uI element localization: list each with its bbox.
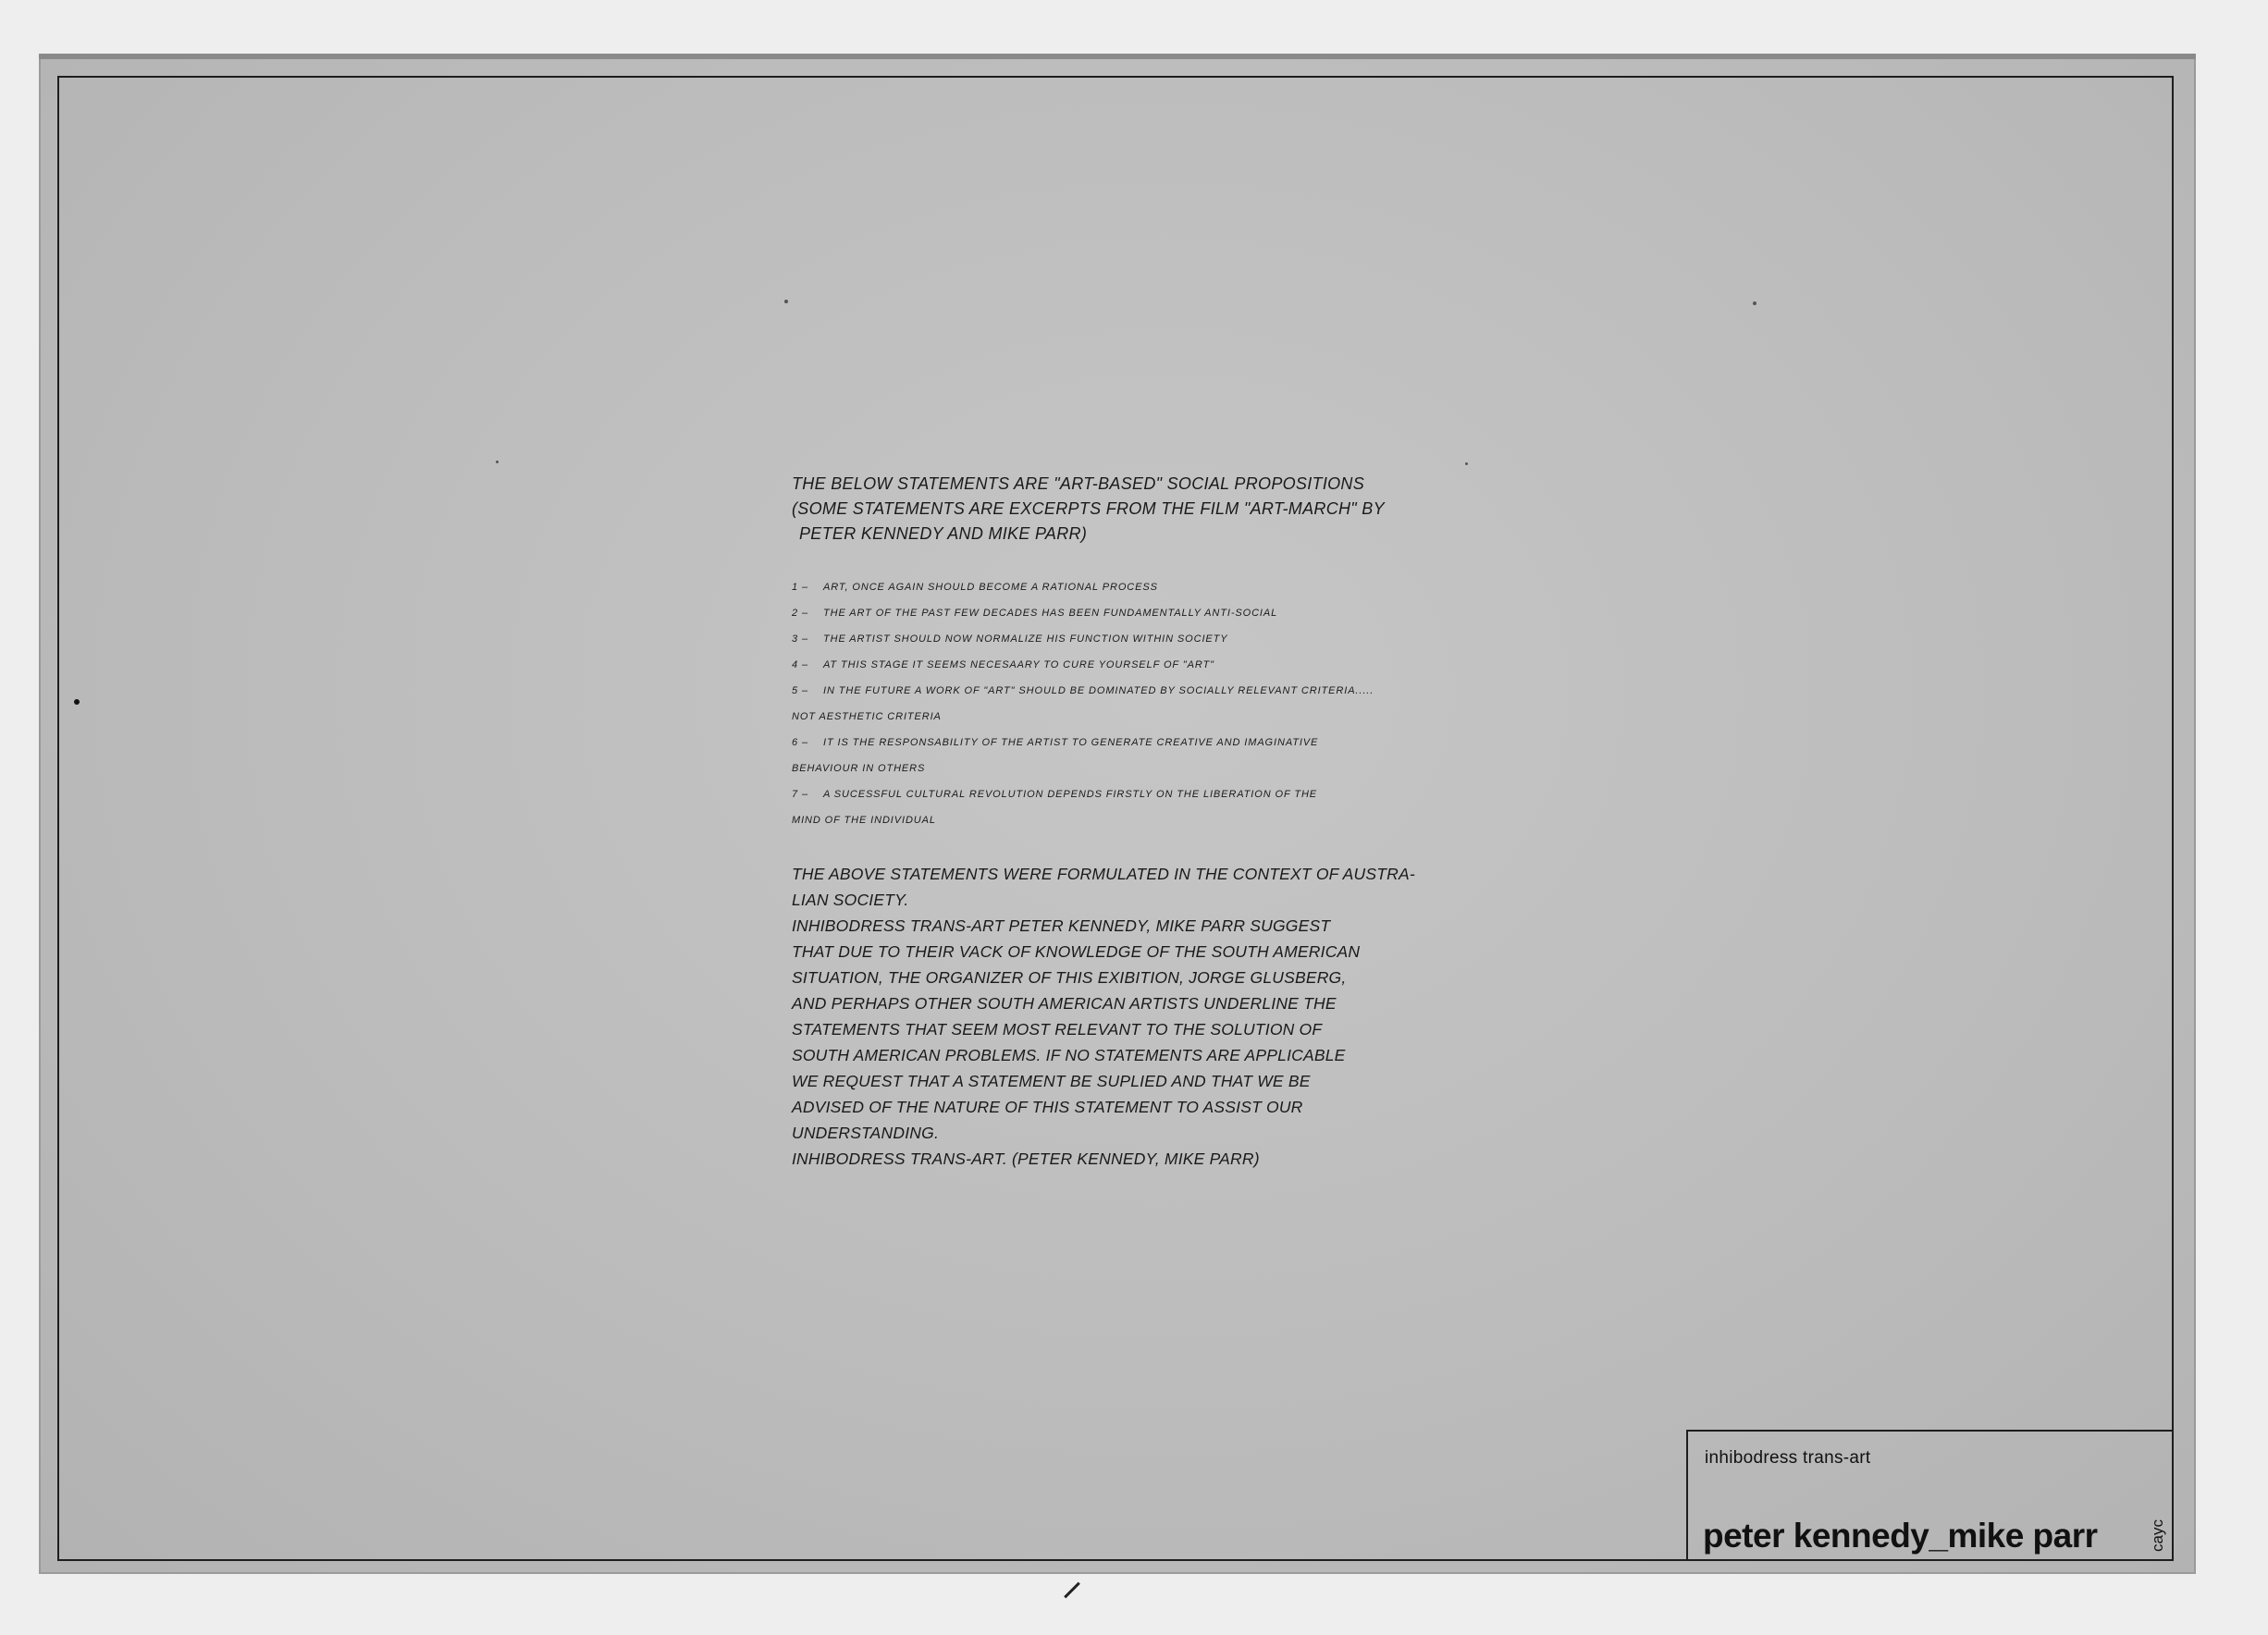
- statement-number: 1 –: [792, 582, 808, 593]
- statement-text: THE ARTIST SHOULD NOW NORMALIZE HIS FUNCTION WITHIN SOCIETY: [823, 633, 1228, 645]
- statement-number: 4 –: [792, 659, 808, 670]
- dust-speck: [74, 699, 80, 705]
- statement-item: [792, 781, 1458, 807]
- pencil-mark: [1064, 1582, 1080, 1599]
- body-line: ADVISED OF THE NATURE OF THIS STATEMENT TO ASSIST OUR: [792, 1098, 1303, 1116]
- body-line: STATEMENTS THAT SEEM MOST RELEVANT TO THE SOLUTION OF: [792, 1020, 1323, 1039]
- statement-list: [792, 574, 1458, 833]
- dust-speck: [784, 300, 788, 303]
- statement-continuation: NOT AESTHETIC CRITERIA: [792, 711, 942, 722]
- body-line: THE ABOVE STATEMENTS WERE FORMULATED IN THE CONTEXT OF AUSTRA-: [792, 865, 1415, 883]
- body-line: WE REQUEST THAT A STATEMENT BE SUPLIED AND THAT WE BE: [792, 1072, 1311, 1090]
- body-line: INHIBODRESS TRANS-ART PETER KENNEDY, MIKE PARR SUGGEST: [792, 916, 1331, 935]
- body-paragraph: [792, 861, 1458, 1172]
- statement-text: A SUCESSFUL CULTURAL REVOLUTION DEPENDS FIRSTLY ON THE LIBERATION OF THE: [823, 789, 1318, 800]
- body-line: INHIBODRESS TRANS-ART. (PETER KENNEDY, MIKE PARR): [792, 1149, 1260, 1168]
- statement-item: [792, 730, 1458, 756]
- statement-item: [792, 600, 1458, 626]
- statement-number: 5 –: [792, 685, 808, 696]
- group-name: inhibodress trans-art: [1705, 1448, 1871, 1468]
- statement-item: [792, 678, 1458, 704]
- statement-document: [792, 472, 1458, 1172]
- heading: [792, 472, 1458, 547]
- statement-number: 2 –: [792, 608, 808, 619]
- statement-item: [792, 574, 1458, 600]
- statement-text: ART, ONCE AGAIN SHOULD BECOME A RATIONAL PROCESS: [823, 582, 1158, 593]
- statement-text: THE ART OF THE PAST FEW DECADES HAS BEEN FUNDAMENTALLY ANTI-SOCIAL: [823, 608, 1278, 619]
- dust-speck: [1753, 301, 1756, 305]
- top-edge: [39, 54, 2196, 59]
- body-line: THAT DUE TO THEIR VACK OF KNOWLEDGE OF THE SOUTH AMERICAN: [792, 942, 1361, 961]
- title-block: [1686, 1430, 2173, 1561]
- statement-number: 3 –: [792, 633, 808, 645]
- body-line: SITUATION, THE ORGANIZER OF THIS EXIBITION, JORGE GLUSBERG,: [792, 968, 1347, 987]
- statement-continuation: MIND OF THE INDIVIDUAL: [792, 815, 936, 826]
- dust-speck: [1465, 462, 1468, 465]
- statement-continuation: BEHAVIOUR IN OTHERS: [792, 763, 926, 774]
- statement-item: [792, 652, 1458, 678]
- body-line: AND PERHAPS OTHER SOUTH AMERICAN ARTISTS UNDERLINE THE: [792, 994, 1337, 1013]
- heading-line: PETER KENNEDY AND MIKE PARR): [799, 524, 1088, 543]
- statement-text: IN THE FUTURE A WORK OF "ART" SHOULD BE DOMINATED BY SOCIALLY RELEVANT CRITERIA.....: [823, 685, 1374, 696]
- heading-line: (SOME STATEMENTS ARE EXCERPTS FROM THE FILM "ART-MARCH" BY: [792, 499, 1385, 518]
- dust-speck: [496, 461, 499, 463]
- statement-number: 7 –: [792, 789, 808, 800]
- body-line: UNDERSTANDING.: [792, 1124, 940, 1142]
- statement-number: 6 –: [792, 737, 808, 748]
- body-line: SOUTH AMERICAN PROBLEMS. IF NO STATEMENTS ARE APPLICABLE: [792, 1046, 1346, 1064]
- statement-text: AT THIS STAGE IT SEEMS NECESAARY TO CURE YOURSELF OF "ART": [823, 659, 1214, 670]
- institution-label: cayc: [2149, 1519, 2166, 1552]
- body-line: LIAN SOCIETY.: [792, 891, 909, 909]
- statement-text: IT IS THE RESPONSABILITY OF THE ARTIST TO GENERATE CREATIVE AND IMAGINATIVE: [823, 737, 1319, 748]
- statement-item: [792, 626, 1458, 652]
- artist-names: peter kennedy_mike parr: [1703, 1517, 2098, 1555]
- heading-line: THE BELOW STATEMENTS ARE "ART-BASED" SOCIAL PROPOSITIONS: [792, 474, 1365, 493]
